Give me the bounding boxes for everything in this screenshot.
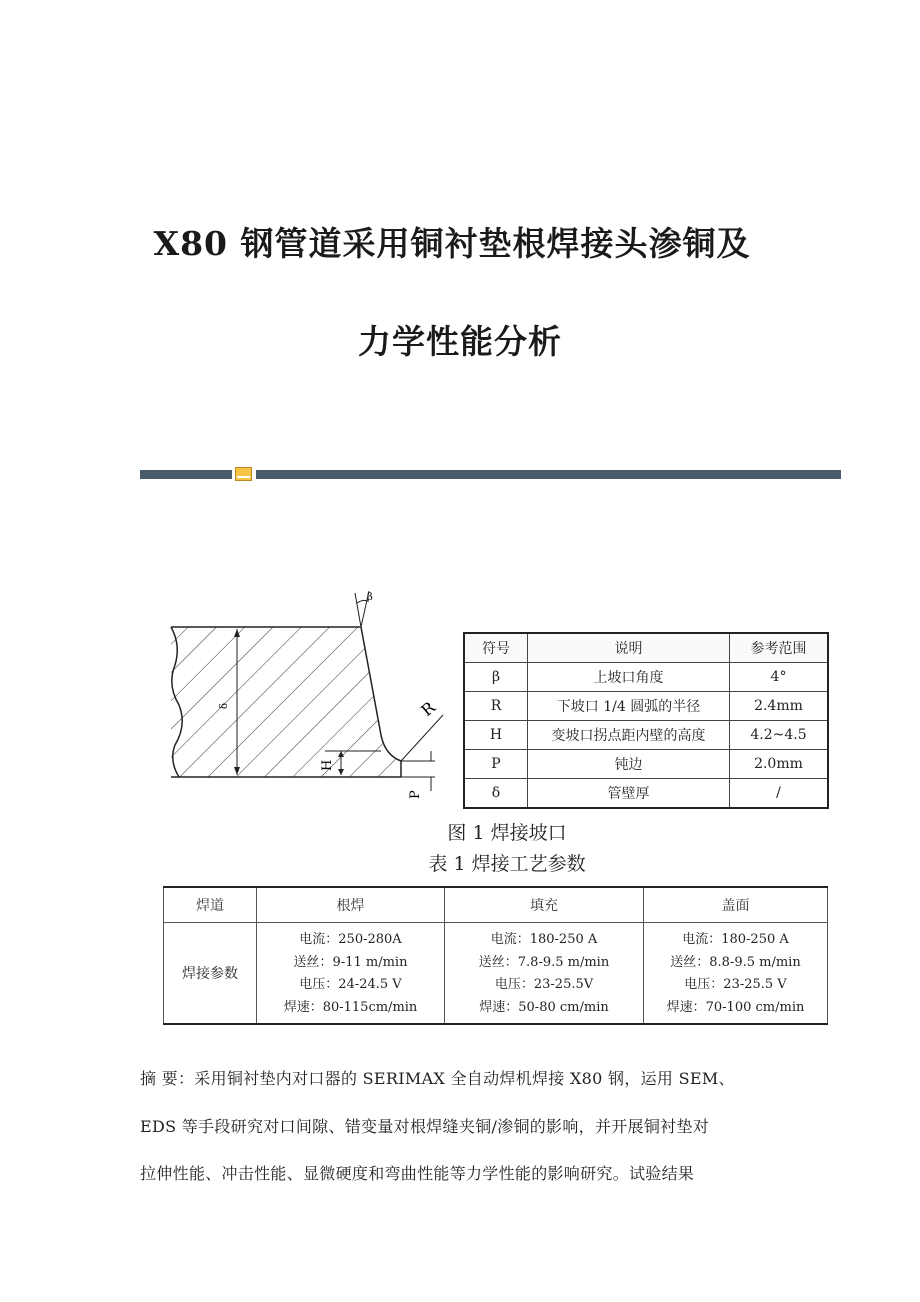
param-voltage: 电压：24-24.5 V bbox=[299, 977, 402, 992]
abstract-line-3: 拉伸性能、冲击性能、显微硬度和弯曲性能等力学性能的影响研究。试验结果 bbox=[140, 1164, 695, 1183]
header-root: 根焊 bbox=[257, 887, 445, 923]
cell-symbol: β bbox=[464, 663, 528, 692]
param-current: 电流：180-250 A bbox=[682, 932, 789, 947]
divider-right bbox=[256, 470, 841, 479]
table-header-row bbox=[164, 887, 828, 923]
divider-left bbox=[140, 470, 232, 479]
header-symbol: 符号 bbox=[464, 633, 528, 663]
param-voltage: 电压：23-25.5V bbox=[494, 977, 594, 992]
param-wire-feed: 送丝：9-11 m/min bbox=[293, 954, 408, 970]
abstract-line-2: EDS 等手段研究对口间隙、错变量对根焊缝夹铜/渗铜的影响，并开展铜衬垫对 bbox=[140, 1117, 710, 1136]
row-label: 焊接参数 bbox=[182, 965, 238, 982]
table-caption: 表 1 焊接工艺参数 bbox=[428, 853, 586, 875]
envelope-icon bbox=[235, 467, 252, 481]
cell-root-params bbox=[257, 923, 445, 1025]
table-row bbox=[464, 692, 828, 721]
cell-range: 4° bbox=[730, 663, 829, 692]
cell-symbol: H bbox=[464, 721, 528, 750]
table-row bbox=[464, 779, 828, 809]
param-current: 电流：250-280A bbox=[299, 932, 402, 947]
header-fill: 填充 bbox=[445, 887, 644, 923]
cell-range: 2.4mm bbox=[730, 692, 829, 721]
cell-range: / bbox=[730, 779, 829, 809]
title-line-2: 力学性能分析 bbox=[358, 322, 562, 361]
cell-symbol: P bbox=[464, 750, 528, 779]
h-label: H bbox=[320, 759, 335, 771]
param-speed: 焊速：70-100 cm/min bbox=[666, 999, 805, 1015]
cell-description: 钝边 bbox=[528, 750, 730, 779]
header-range: 参考范围 bbox=[730, 633, 829, 663]
param-voltage: 电压：23-25.5 V bbox=[684, 977, 787, 992]
param-speed: 焊速：80-115cm/min bbox=[283, 999, 418, 1015]
cell-description: 下坡口 1/4 圆弧的半径 bbox=[528, 692, 730, 721]
cell-description: 管壁厚 bbox=[528, 779, 730, 809]
param-wire-feed: 送丝：8.8-9.5 m/min bbox=[670, 954, 801, 970]
table-row bbox=[164, 923, 828, 1025]
delta-label: δ bbox=[219, 702, 230, 709]
table-row bbox=[464, 750, 828, 779]
title-line-1: X80 钢管道采用铜衬垫根焊接头渗铜及 bbox=[153, 224, 751, 263]
param-speed: 焊速：50-80 cm/min bbox=[479, 999, 609, 1015]
table-row bbox=[464, 663, 828, 692]
cell-description: 上坡口角度 bbox=[528, 663, 730, 692]
figure-caption: 图 1 焊接坡口 bbox=[447, 822, 567, 844]
cell-symbol: R bbox=[464, 692, 528, 721]
cell-range: 4.2~4.5 bbox=[730, 721, 829, 750]
cell-cap-params bbox=[644, 923, 828, 1025]
header-description: 说明 bbox=[528, 633, 730, 663]
beta-label: β bbox=[367, 592, 373, 603]
table-row bbox=[464, 721, 828, 750]
header-pass: 焊道 bbox=[164, 887, 257, 923]
param-wire-feed: 送丝：7.8-9.5 m/min bbox=[478, 954, 610, 970]
abstract-line-1: 摘 要：采用铜衬垫内对口器的 SERIMAX 全自动焊机焊接 X80 钢，运用 SEM、 bbox=[140, 1069, 735, 1088]
cell-range: 2.0mm bbox=[730, 750, 829, 779]
cell-description: 变坡口拐点距内壁的高度 bbox=[528, 721, 730, 750]
cell-fill-params bbox=[445, 923, 644, 1025]
r-label: R bbox=[417, 697, 439, 721]
param-current: 电流：180-250 A bbox=[490, 932, 598, 947]
table-header-row bbox=[464, 633, 828, 663]
groove-parameter-table bbox=[463, 632, 829, 809]
weld-groove-diagram bbox=[145, 585, 457, 810]
p-label: P bbox=[408, 790, 423, 799]
welding-process-table bbox=[163, 886, 828, 1025]
header-cap: 盖面 bbox=[644, 887, 828, 923]
cell-symbol: δ bbox=[464, 779, 528, 809]
